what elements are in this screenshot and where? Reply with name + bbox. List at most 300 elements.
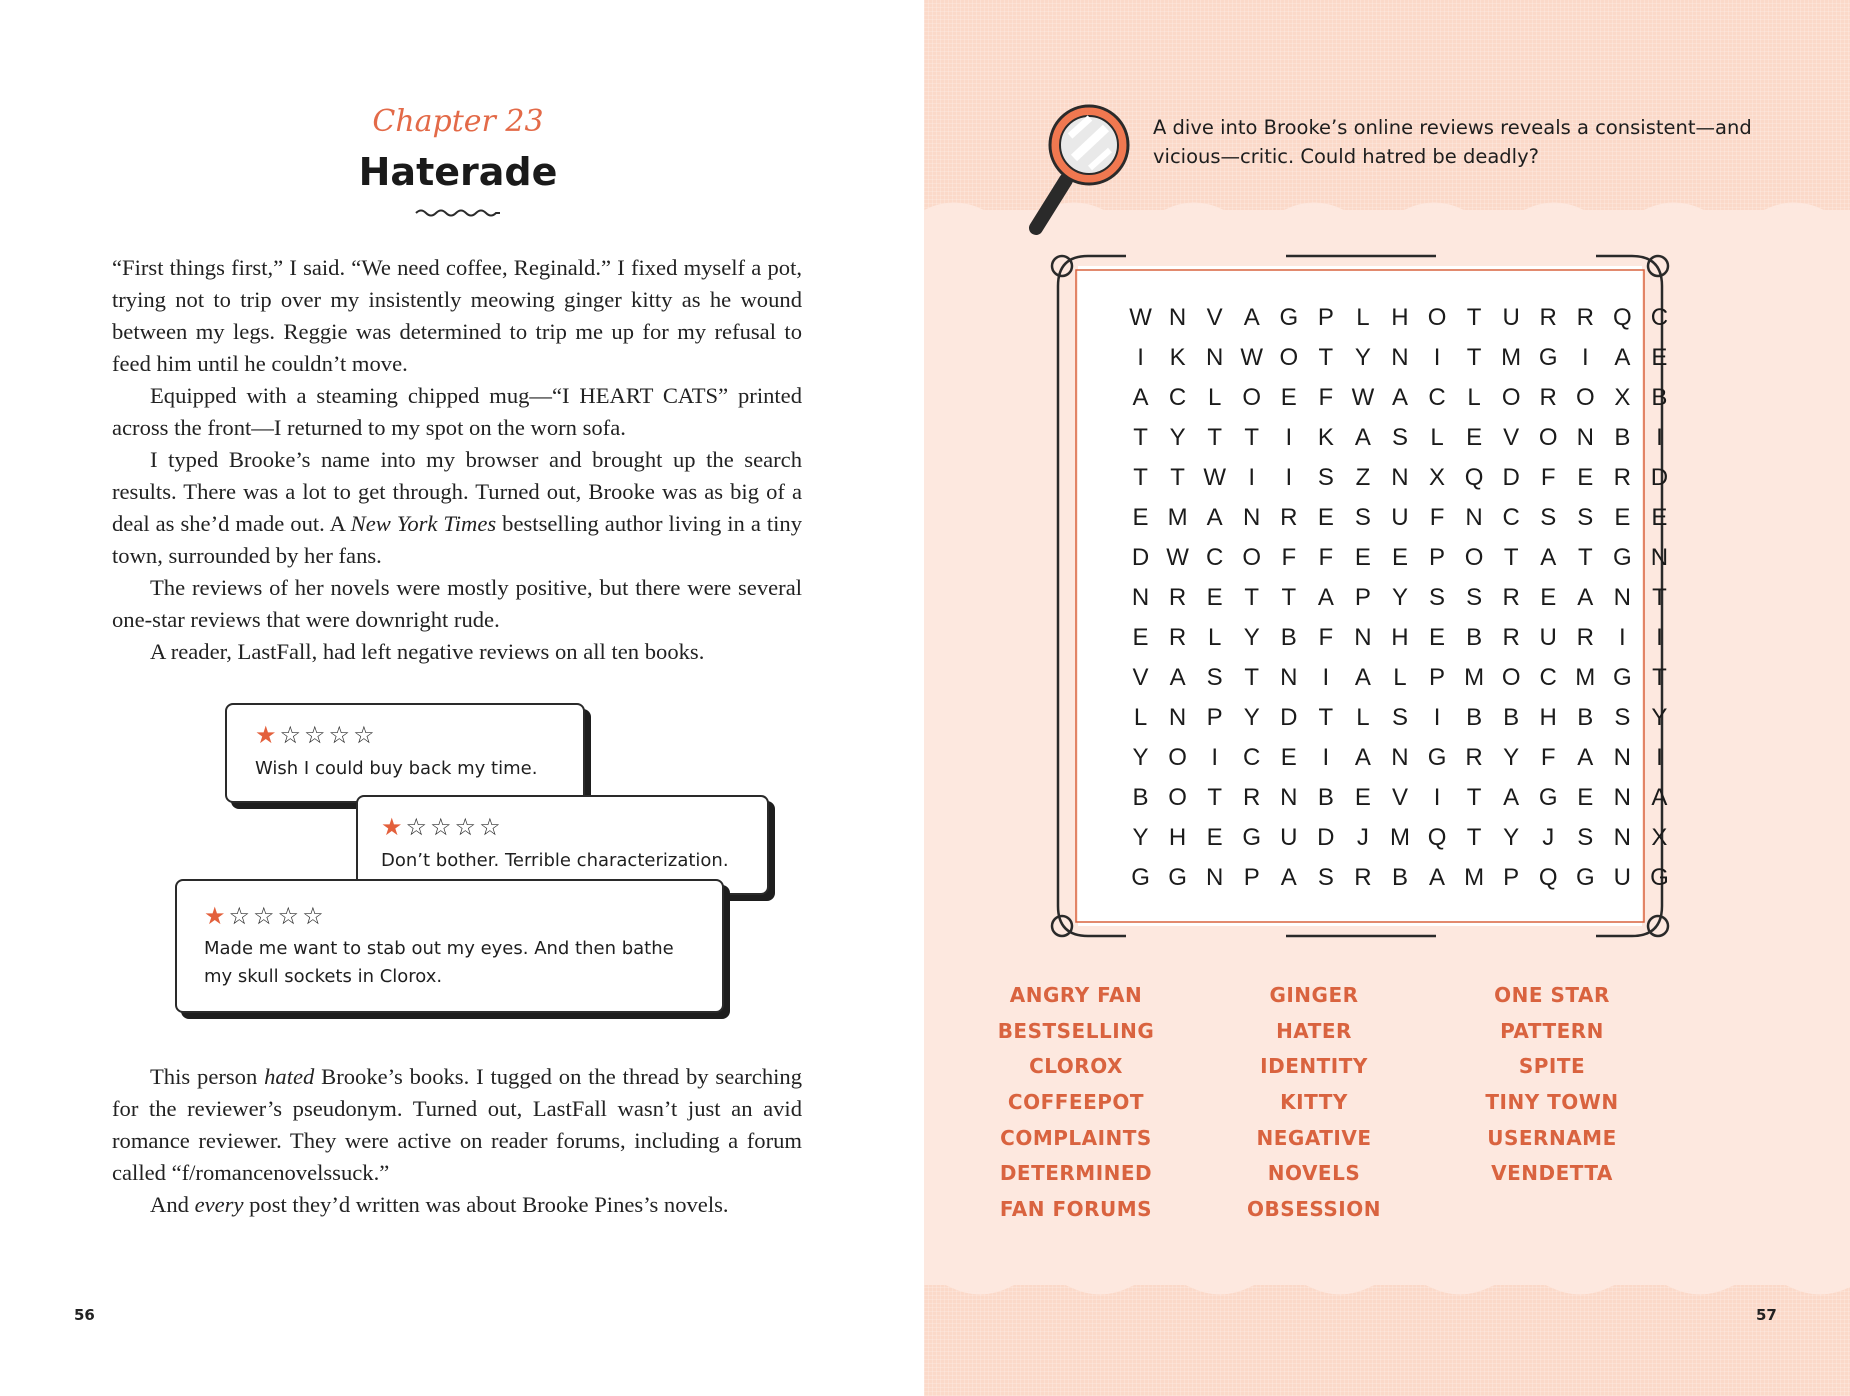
grid-letter[interactable]: A xyxy=(1354,664,1371,691)
grid-letter[interactable]: L xyxy=(1467,384,1481,411)
grid-letter[interactable]: M xyxy=(1575,664,1596,691)
grid-letter[interactable]: D xyxy=(1502,464,1520,491)
grid-letter[interactable]: B xyxy=(1614,424,1631,451)
grid-row xyxy=(1122,498,1678,538)
grid-letter[interactable]: R xyxy=(1613,464,1632,491)
grid-letter[interactable]: B xyxy=(1280,624,1297,651)
grid-letter[interactable]: N xyxy=(1391,744,1409,771)
intro-line-1: A dive into Brooke’s online reviews reveals a consistent—and xyxy=(1153,116,1752,139)
grid-letter[interactable]: O xyxy=(1242,544,1262,571)
grid-letter[interactable]: Y xyxy=(1132,744,1149,771)
page-number-left: 56 xyxy=(74,1306,95,1324)
word-list-item: KITTY xyxy=(1280,1090,1348,1115)
grid-letter[interactable]: J xyxy=(1356,824,1369,851)
grid-letter[interactable]: Y xyxy=(1391,584,1408,611)
grid-letter[interactable]: F xyxy=(1281,544,1297,571)
rating-stars xyxy=(204,904,324,928)
chapter-label: Chapter 23 xyxy=(372,104,544,139)
grid-letter[interactable]: E xyxy=(1577,464,1594,491)
star-icon-empty: ☆ xyxy=(228,902,251,930)
grid-letter[interactable]: N xyxy=(1354,624,1372,651)
grid-letter[interactable]: N xyxy=(1391,344,1409,371)
grid-letter[interactable]: B xyxy=(1651,384,1668,411)
grid-letter[interactable]: B xyxy=(1503,704,1520,731)
paragraph: A reader, LastFall, had left negative reviews on all ten books. xyxy=(150,639,705,664)
grid-letter[interactable]: E xyxy=(1206,584,1223,611)
grid-letter[interactable]: C xyxy=(1428,384,1446,411)
grid-letter[interactable]: T xyxy=(1207,424,1222,451)
grid-letter[interactable]: A xyxy=(1577,584,1594,611)
grid-letter[interactable]: K xyxy=(1169,344,1186,371)
review-text: Don’t bother. Terrible characterization. xyxy=(381,850,729,871)
grid-letter[interactable]: I xyxy=(1248,464,1256,491)
grid-letter[interactable]: T xyxy=(1244,424,1260,451)
grid-letter[interactable]: N xyxy=(1280,784,1298,811)
review-text-line-2: my skull sockets in Clorox. xyxy=(204,966,443,987)
grid-row xyxy=(1122,658,1678,698)
paragraph: This person hated Brooke’s books. I tugged on the thread by searching for the reviewer’s pseudonym. Turned out, LastFall wasn’t just an avid romance reviewer. They were active on reader forums, including a forum called “f/romancenovelssuck.” xyxy=(112,1064,803,1185)
word-list-item: ONE STAR xyxy=(1494,983,1610,1007)
grid-letter[interactable]: D xyxy=(1317,824,1335,851)
grid-letter[interactable]: E xyxy=(1577,784,1594,811)
grid-letter[interactable]: M xyxy=(1167,504,1188,531)
word-search-grid xyxy=(1122,298,1678,898)
star-icon-empty: ☆ xyxy=(253,902,275,930)
word-list-item: OBSESSION xyxy=(1247,1197,1381,1222)
grid-letter[interactable]: X xyxy=(1614,384,1631,411)
grid-letter[interactable]: G xyxy=(1538,784,1558,811)
grid-letter[interactable]: L xyxy=(1133,704,1148,731)
word-list-item: USERNAME xyxy=(1487,1125,1617,1150)
grid-letter[interactable]: M xyxy=(1389,824,1410,851)
grid-letter[interactable]: F xyxy=(1540,744,1556,771)
star-icon-empty: ☆ xyxy=(430,813,452,841)
grid-letter[interactable]: S xyxy=(1614,704,1631,731)
grid-letter[interactable]: P xyxy=(1503,864,1520,891)
grid-letter[interactable]: V xyxy=(1206,304,1223,331)
grid-letter[interactable]: F xyxy=(1540,464,1556,491)
grid-letter[interactable]: I xyxy=(1322,744,1330,771)
grid-letter[interactable]: I xyxy=(1137,344,1144,371)
grid-row xyxy=(1122,538,1678,578)
grid-row xyxy=(1122,778,1678,818)
grid-letter[interactable]: B xyxy=(1466,704,1483,731)
grid-letter[interactable]: S xyxy=(1317,464,1334,491)
grid-letter[interactable]: S xyxy=(1577,504,1594,531)
word-list-item: NEGATIVE xyxy=(1256,1125,1372,1150)
grid-letter[interactable]: R xyxy=(1243,784,1261,811)
paragraph: “First things first,” I said. “We need coffee, Reginald.” I fixed myself a pot, trying not to trip over my insistently meowing ginger kitty as he wound between my legs. Reggie was determined to trip me up for my refusal to feed him until he couldn’t move. xyxy=(112,255,802,376)
grid-letter[interactable]: H xyxy=(1391,304,1409,331)
grid-letter[interactable]: G xyxy=(1575,864,1595,891)
grid-row xyxy=(1122,858,1678,898)
grid-letter[interactable]: P xyxy=(1206,704,1223,731)
grid-letter[interactable]: G xyxy=(1168,864,1187,891)
word-list-item: IDENTITY xyxy=(1260,1054,1368,1079)
grid-letter[interactable]: Y xyxy=(1243,624,1260,651)
grid-letter[interactable]: I xyxy=(1211,744,1218,771)
grid-letter[interactable]: R xyxy=(1539,384,1557,411)
grid-letter[interactable]: B xyxy=(1577,704,1594,731)
grid-letter[interactable]: I xyxy=(1656,424,1663,451)
grid-letter[interactable]: S xyxy=(1429,584,1446,611)
grid-letter[interactable]: P xyxy=(1243,864,1260,891)
grid-letter[interactable]: T xyxy=(1133,424,1148,451)
review-text-line-1: Made me want to stab out my eyes. And then bathe xyxy=(204,938,674,959)
grid-row xyxy=(1122,418,1678,458)
grid-letter[interactable]: U xyxy=(1539,624,1557,651)
grid-letter[interactable]: S xyxy=(1391,424,1408,451)
grid-letter[interactable]: Q xyxy=(1538,864,1558,891)
grid-letter[interactable]: B xyxy=(1132,784,1149,811)
star-icon-filled: ★ xyxy=(255,721,277,749)
grid-letter[interactable]: Y xyxy=(1651,704,1668,731)
grid-letter[interactable]: G xyxy=(1279,304,1299,331)
grid-letter[interactable]: R xyxy=(1280,504,1298,531)
grid-letter[interactable]: A xyxy=(1391,384,1408,411)
word-list-item: COFFEEPOT xyxy=(1007,1090,1145,1115)
grid-row xyxy=(1122,578,1678,618)
grid-letter[interactable]: N xyxy=(1168,704,1187,731)
word-list-item: ANGRY FAN xyxy=(1009,983,1143,1007)
grid-letter[interactable]: Y xyxy=(1503,744,1520,771)
grid-letter[interactable]: W xyxy=(1351,384,1375,411)
grid-letter[interactable]: A xyxy=(1354,424,1371,451)
grid-letter[interactable]: P xyxy=(1354,584,1371,611)
grid-letter[interactable]: J xyxy=(1542,824,1555,851)
grid-letter[interactable]: N xyxy=(1280,664,1298,691)
grid-letter[interactable]: U xyxy=(1613,864,1632,891)
grid-letter[interactable]: E xyxy=(1540,584,1557,611)
grid-letter[interactable]: T xyxy=(1466,784,1482,811)
rating-stars xyxy=(381,815,501,839)
grid-letter[interactable]: T xyxy=(1318,344,1334,371)
grid-letter[interactable]: V xyxy=(1132,664,1149,691)
grid-letter[interactable]: Y xyxy=(1243,704,1260,731)
grid-letter[interactable]: A xyxy=(1280,864,1297,891)
grid-letter[interactable]: A xyxy=(1354,744,1371,771)
grid-letter[interactable]: V xyxy=(1503,424,1520,451)
grid-letter[interactable]: E xyxy=(1466,424,1483,451)
grid-letter[interactable]: B xyxy=(1391,864,1408,891)
grid-letter[interactable]: N xyxy=(1205,864,1224,891)
grid-letter[interactable]: D xyxy=(1280,704,1298,731)
grid-letter[interactable]: R xyxy=(1502,584,1520,611)
grid-letter[interactable]: N xyxy=(1650,544,1669,571)
grid-letter[interactable]: N xyxy=(1613,744,1632,771)
grid-letter[interactable]: N xyxy=(1613,824,1632,851)
grid-letter[interactable]: N xyxy=(1576,424,1594,451)
title-squiggle-divider xyxy=(414,208,502,218)
star-icon-filled: ★ xyxy=(381,813,403,841)
grid-letter[interactable]: A xyxy=(1503,784,1520,811)
word-list-item: GINGER xyxy=(1269,983,1359,1007)
grid-letter[interactable]: G xyxy=(1427,744,1447,771)
grid-letter[interactable]: H xyxy=(1539,704,1557,731)
grid-letter[interactable]: B xyxy=(1466,624,1483,651)
grid-letter[interactable]: O xyxy=(1168,744,1187,771)
grid-letter[interactable]: G xyxy=(1613,664,1632,691)
grid-letter[interactable]: A xyxy=(1651,784,1668,811)
grid-letter[interactable]: L xyxy=(1393,664,1407,691)
grid-letter[interactable]: G xyxy=(1131,864,1150,891)
grid-letter[interactable]: R xyxy=(1168,624,1187,651)
grid-letter[interactable]: E xyxy=(1132,624,1149,651)
grid-letter[interactable]: I xyxy=(1619,624,1626,651)
word-list-item: SPITE xyxy=(1518,1054,1586,1079)
grid-letter[interactable]: Y xyxy=(1132,824,1149,851)
grid-letter[interactable]: E xyxy=(1280,384,1297,411)
grid-letter[interactable]: F xyxy=(1318,624,1334,651)
grid-letter[interactable]: I xyxy=(1285,424,1293,451)
grid-letter[interactable]: H xyxy=(1168,824,1187,851)
word-list-item: FAN FORUMS xyxy=(999,1197,1153,1222)
grid-letter[interactable]: M xyxy=(1464,864,1485,891)
star-icon-empty: ☆ xyxy=(405,813,428,841)
star-icon-empty: ☆ xyxy=(479,813,501,841)
grid-letter[interactable]: T xyxy=(1466,344,1482,371)
grid-letter[interactable]: P xyxy=(1429,544,1446,571)
grid-letter[interactable]: X xyxy=(1651,824,1668,851)
grid-letter[interactable]: X xyxy=(1429,464,1446,491)
grid-letter[interactable]: T xyxy=(1466,824,1482,851)
grid-letter[interactable]: I xyxy=(1433,704,1441,731)
word-list-item: CLOROX xyxy=(1029,1054,1123,1079)
paragraph: The reviews of her novels were mostly positive, but there were several one-star reviews that were downright rude. xyxy=(112,575,802,632)
word-list-column-1 xyxy=(966,978,1186,1228)
grid-letter[interactable]: L xyxy=(1430,424,1444,451)
star-icon-empty: ☆ xyxy=(304,721,326,749)
grid-letter[interactable]: W xyxy=(1240,344,1264,371)
grid-letter[interactable]: I xyxy=(1322,664,1330,691)
grid-letter[interactable]: T xyxy=(1281,584,1297,611)
grid-letter[interactable]: Y xyxy=(1354,344,1371,371)
grid-letter[interactable]: E xyxy=(1614,504,1631,531)
grid-letter[interactable]: W xyxy=(1166,544,1189,571)
grid-letter[interactable]: N xyxy=(1168,304,1187,331)
grid-letter[interactable]: N xyxy=(1243,504,1261,531)
grid-letter[interactable]: R xyxy=(1576,304,1594,331)
grid-letter[interactable]: Z xyxy=(1355,464,1371,491)
grid-letter[interactable]: G xyxy=(1242,824,1262,851)
grid-letter[interactable]: E xyxy=(1429,624,1446,651)
grid-letter[interactable]: F xyxy=(1318,544,1334,571)
word-list-item: VENDETTA xyxy=(1491,1161,1613,1186)
grid-letter[interactable]: E xyxy=(1391,544,1408,571)
grid-letter[interactable]: S xyxy=(1466,584,1483,611)
grid-letter[interactable]: F xyxy=(1429,504,1445,531)
grid-letter[interactable]: C xyxy=(1650,304,1669,331)
review-card-1 xyxy=(225,703,585,803)
grid-row xyxy=(1122,618,1678,658)
grid-letter[interactable]: T xyxy=(1577,544,1593,571)
grid-letter[interactable]: F xyxy=(1318,384,1334,411)
grid-letter[interactable]: M xyxy=(1501,344,1522,371)
grid-letter[interactable]: K xyxy=(1317,424,1334,451)
grid-letter[interactable]: E xyxy=(1132,504,1149,531)
star-icon-empty: ☆ xyxy=(277,902,300,930)
grid-letter[interactable]: S xyxy=(1317,864,1334,891)
grid-letter[interactable]: A xyxy=(1169,664,1186,691)
word-list-item: PATTERN xyxy=(1500,1018,1604,1043)
prose-bottom xyxy=(112,1061,802,1221)
grid-letter[interactable]: R xyxy=(1465,744,1483,771)
grid-letter[interactable]: S xyxy=(1577,824,1594,851)
grid-letter[interactable]: T xyxy=(1318,704,1334,731)
grid-letter[interactable]: T xyxy=(1133,464,1148,491)
grid-letter[interactable]: Q xyxy=(1427,824,1447,851)
grid-letter[interactable]: D xyxy=(1131,544,1150,571)
grid-letter[interactable]: U xyxy=(1391,504,1409,531)
grid-letter[interactable]: E xyxy=(1354,784,1371,811)
grid-letter[interactable]: E xyxy=(1354,544,1371,571)
page-number-right: 57 xyxy=(1756,1306,1777,1324)
grid-letter[interactable]: T xyxy=(1503,544,1519,571)
grid-letter[interactable]: E xyxy=(1317,504,1334,531)
grid-row xyxy=(1122,698,1678,738)
grid-letter[interactable]: D xyxy=(1650,464,1669,491)
grid-letter[interactable]: B xyxy=(1317,784,1334,811)
grid-letter[interactable]: S xyxy=(1391,704,1408,731)
grid-letter[interactable]: R xyxy=(1168,584,1187,611)
grid-letter[interactable]: C xyxy=(1168,384,1187,411)
grid-letter[interactable]: E xyxy=(1206,824,1223,851)
grid-letter[interactable]: C xyxy=(1243,744,1261,771)
grid-letter[interactable]: I xyxy=(1433,344,1441,371)
word-list-item: HATER xyxy=(1276,1018,1352,1043)
grid-letter[interactable]: R xyxy=(1576,624,1594,651)
grid-letter[interactable]: T xyxy=(1170,464,1185,491)
grid-letter[interactable]: T xyxy=(1466,304,1482,331)
paragraph: Equipped with a steaming chipped mug—“I HEART CATS” printed across the front—I returned to my spot on the worn sofa. xyxy=(112,383,802,440)
grid-letter[interactable]: O xyxy=(1242,384,1262,411)
grid-letter[interactable]: O xyxy=(1168,784,1187,811)
grid-letter[interactable]: O xyxy=(1538,424,1558,451)
grid-letter[interactable]: R xyxy=(1502,624,1520,651)
star-icon-empty: ☆ xyxy=(328,721,351,749)
grid-letter[interactable]: W xyxy=(1129,304,1152,331)
grid-letter[interactable]: W xyxy=(1203,464,1226,491)
word-list-item: TINY TOWN xyxy=(1485,1090,1619,1115)
grid-letter[interactable]: N xyxy=(1613,784,1632,811)
grid-letter[interactable]: R xyxy=(1354,864,1372,891)
grid-letter[interactable]: N xyxy=(1131,584,1150,611)
review-text: Wish I could buy back my time. xyxy=(255,758,538,779)
grid-letter[interactable]: E xyxy=(1651,504,1668,531)
grid-letter[interactable]: I xyxy=(1433,784,1441,811)
grid-letter[interactable]: Q xyxy=(1613,304,1632,331)
grid-letter[interactable]: A xyxy=(1577,744,1594,771)
star-icon-empty: ☆ xyxy=(353,721,375,749)
grid-letter[interactable]: E xyxy=(1280,744,1297,771)
grid-letter[interactable]: A xyxy=(1317,584,1334,611)
bottom-wave-divider xyxy=(924,1272,1850,1302)
grid-letter[interactable]: C xyxy=(1502,504,1520,531)
grid-letter[interactable]: V xyxy=(1391,784,1408,811)
star-icon-empty: ☆ xyxy=(454,813,477,841)
paragraph: And every post they’d written was about Brooke Pines’s novels. xyxy=(150,1192,729,1217)
grid-letter[interactable]: O xyxy=(1427,304,1447,331)
grid-letter[interactable]: C xyxy=(1539,664,1557,691)
word-list-item: COMPLAINTS xyxy=(1000,1125,1152,1150)
grid-letter[interactable]: U xyxy=(1502,304,1520,331)
prose-top xyxy=(112,252,802,668)
grid-row xyxy=(1122,738,1678,778)
left-page xyxy=(0,0,924,1396)
grid-row xyxy=(1122,458,1678,498)
grid-letter[interactable]: Q xyxy=(1464,464,1484,491)
grid-letter[interactable]: T xyxy=(1207,784,1222,811)
grid-letter[interactable]: O xyxy=(1464,544,1484,571)
star-icon-empty: ☆ xyxy=(302,902,324,930)
grid-letter[interactable]: Y xyxy=(1503,824,1520,851)
grid-letter[interactable]: G xyxy=(1538,344,1558,371)
grid-letter[interactable]: T xyxy=(1652,664,1667,691)
grid-letter[interactable]: M xyxy=(1464,664,1485,691)
grid-letter[interactable]: P xyxy=(1317,304,1334,331)
word-list-item: NOVELS xyxy=(1267,1161,1361,1186)
grid-letter[interactable]: T xyxy=(1652,584,1667,611)
grid-letter[interactable]: S xyxy=(1540,504,1557,531)
grid-letter[interactable]: I xyxy=(1581,344,1589,371)
grid-letter[interactable]: T xyxy=(1244,584,1260,611)
grid-letter[interactable]: A xyxy=(1429,864,1446,891)
grid-letter[interactable]: L xyxy=(1207,624,1222,651)
grid-letter[interactable]: I xyxy=(1656,744,1663,771)
grid-letter[interactable]: N xyxy=(1391,464,1409,491)
grid-letter[interactable]: I xyxy=(1656,624,1663,651)
word-list-item: BESTSELLING xyxy=(997,1018,1155,1043)
grid-letter[interactable]: G xyxy=(1650,864,1669,891)
grid-letter[interactable]: L xyxy=(1207,384,1222,411)
grid-letter[interactable]: H xyxy=(1391,624,1409,651)
grid-letter[interactable]: P xyxy=(1429,664,1446,691)
grid-letter[interactable]: L xyxy=(1356,704,1370,731)
star-icon-empty: ☆ xyxy=(279,721,302,749)
grid-letter[interactable]: O xyxy=(1575,384,1595,411)
grid-letter[interactable]: C xyxy=(1205,544,1224,571)
grid-letter[interactable]: N xyxy=(1205,344,1224,371)
intro-text xyxy=(1153,113,1753,171)
grid-letter[interactable]: T xyxy=(1244,664,1260,691)
grid-letter[interactable]: N xyxy=(1613,584,1632,611)
grid-letter[interactable]: R xyxy=(1539,304,1557,331)
grid-letter[interactable]: S xyxy=(1206,664,1223,691)
grid-letter[interactable]: O xyxy=(1501,664,1521,691)
grid-letter[interactable]: U xyxy=(1280,824,1298,851)
grid-letter[interactable]: O xyxy=(1501,384,1521,411)
grid-letter[interactable]: Y xyxy=(1169,424,1186,451)
star-icon-filled: ★ xyxy=(204,902,226,930)
grid-letter[interactable]: A xyxy=(1540,544,1557,571)
grid-letter[interactable]: A xyxy=(1614,344,1631,371)
grid-letter[interactable]: G xyxy=(1613,544,1632,571)
grid-letter[interactable]: A xyxy=(1132,384,1149,411)
grid-letter[interactable]: S xyxy=(1354,504,1371,531)
grid-letter[interactable]: N xyxy=(1465,504,1483,531)
grid-letter[interactable]: E xyxy=(1651,344,1668,371)
magnifying-glass-icon xyxy=(1024,100,1134,240)
word-list-item: DETERMINED xyxy=(999,1161,1153,1186)
grid-row xyxy=(1122,298,1678,338)
grid-letter[interactable]: O xyxy=(1279,344,1299,371)
grid-letter[interactable]: A xyxy=(1243,304,1260,331)
grid-letter[interactable]: I xyxy=(1285,464,1293,491)
grid-letter[interactable]: L xyxy=(1356,304,1370,331)
grid-letter[interactable]: A xyxy=(1206,504,1223,531)
grid-row xyxy=(1122,338,1678,378)
word-list-column-3 xyxy=(1442,978,1662,1192)
